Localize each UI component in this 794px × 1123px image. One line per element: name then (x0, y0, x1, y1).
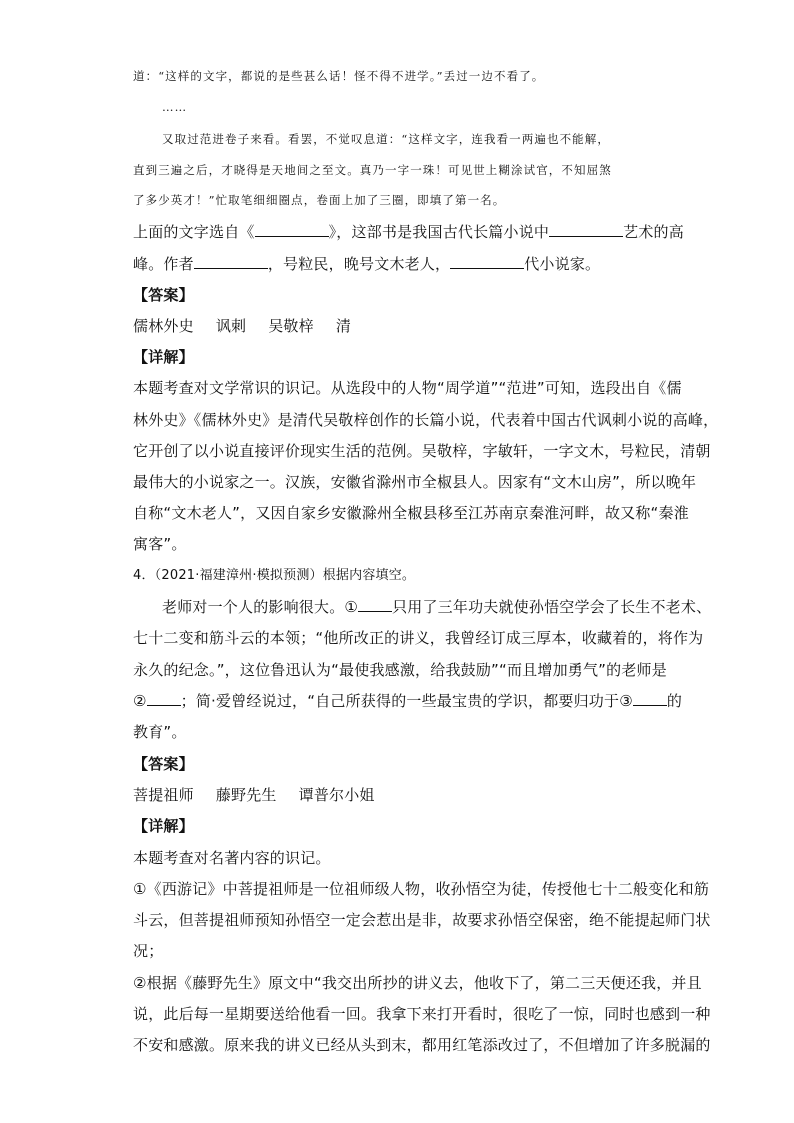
detail-line: ①《西游记》中菩提祖师是一位祖师级人物，收孙悟空为徒，传授他七十二般变化和筋 (133, 880, 710, 898)
quote-line: 道：“这样的文字，都说的是些甚么话！怪不得不进学。”丢过一边不看了。 (133, 69, 545, 83)
answer-blank[interactable] (147, 691, 181, 706)
detail-line: 它开创了以小说直接评价现实生活的范例。吴敬梓，字敏轩，一字文木，号粒民，清朝 (133, 442, 711, 460)
answer-blank[interactable] (450, 254, 524, 269)
answer-item: 儒林外史 (133, 317, 194, 335)
question-line: 峰。作者 ，号粒民，晚号文木老人， 代小说家。 (133, 255, 601, 273)
detail-line: 本题考查对文学常识的识记。从选段中的人物“周学道”“范进”可知，选段出自《儒 (133, 379, 682, 397)
answer-blank[interactable] (255, 222, 329, 237)
answer-item: 讽刺 (215, 317, 247, 335)
answer-blank[interactable] (549, 222, 623, 237)
answer-item: 吴敬梓 (268, 317, 314, 335)
detail-line: 况； (133, 942, 164, 960)
detail-line: 不安和感激。原来我的讲义已经从头到末，都用红笔添改过了，不但增加了许多脱漏的 (133, 1036, 711, 1054)
detail-line: 本题考查对名著内容的识记。 (133, 849, 331, 867)
answer-item: 清 (335, 317, 352, 335)
detail-line: 林外史》《儒林外史》是清代吴敬梓创作的长篇小说，代表着中国古代讽刺小说的高峰， (133, 411, 719, 429)
detail-heading: 【详解】 (133, 348, 194, 366)
detail-line: 最伟大的小说家之一。汉族，安徽省滁州市全椒县人。因家有“文木山房”，所以晚年 (133, 473, 697, 491)
detail-heading: 【详解】 (133, 817, 194, 835)
question-line: 教育”。 (133, 723, 187, 741)
answer-list (133, 785, 397, 805)
answer-heading: 【答案】 (133, 286, 194, 304)
answer-list (133, 316, 373, 336)
quote-line: 了多少英才！”忙取笔细细圈点，卷面上加了三圈，即填了第一名。 (133, 193, 506, 207)
detail-line: 寓客”。 (133, 535, 187, 553)
question-title: 4．（2021·福建漳州·模拟预测）根据内容填空。 (133, 568, 416, 583)
answer-heading: 【答案】 (133, 755, 194, 773)
quote-line: 又取过范进卷子来看。看罢，不觉叹息道：“这样文字，连我看一两遍也不能解， (162, 132, 610, 146)
answer-item: 藤野先生 (215, 786, 277, 804)
question-line: 永久的纪念。”，这位鲁迅认为“最使我感激，给我鼓励”“而且增加勇气”的老师是 (133, 661, 667, 679)
quote-ellipsis: …… (162, 100, 188, 114)
answer-item: 菩提祖师 (133, 786, 194, 804)
answer-blank[interactable] (633, 691, 667, 706)
detail-line: 说，此后每一星期要送给他看一回。我拿下来打开看时，很吃了一惊，同时也感到一种 (133, 1005, 711, 1023)
question-line: 上面的文字选自《 》，这部书是我国古代长篇小说中 艺术的高 (133, 223, 684, 241)
answer-blank[interactable] (358, 597, 392, 612)
detail-line: 自称“文木老人”，又因自家乡安徽滁州全椒县移至江苏南京秦淮河畔，故又称“秦淮 (133, 504, 689, 522)
detail-line: ②根据《藤野先生》原文中“我交出所抄的讲义去，他收下了，第二三天便还我，并且 (133, 974, 702, 992)
question-line: 老师对一个人的影响很大。① 只用了三年功夫就使孙悟空学会了长生不老术、 (162, 598, 712, 616)
question-line: ② ；简·爱曾经说过，“自己所获得的一些最宝贵的学识，都要归功于③ 的 (133, 692, 683, 710)
detail-line: 斗云，但菩提祖师预知孙悟空一定会惹出是非，故要求孙悟空保密，绝不能提起师门状 (133, 911, 711, 929)
quote-line: 直到三遍之后，才晓得是天地间之至文。真乃一字一珠！可见世上糊涂试官，不知屈煞 (133, 163, 612, 177)
question-line: 七十二变和筋斗云的本领；“他所改正的讲义，我曾经订成三厚本，收藏着的，将作为 (133, 629, 704, 647)
answer-blank[interactable] (194, 254, 268, 269)
answer-item: 谭普尔小姐 (298, 786, 375, 804)
